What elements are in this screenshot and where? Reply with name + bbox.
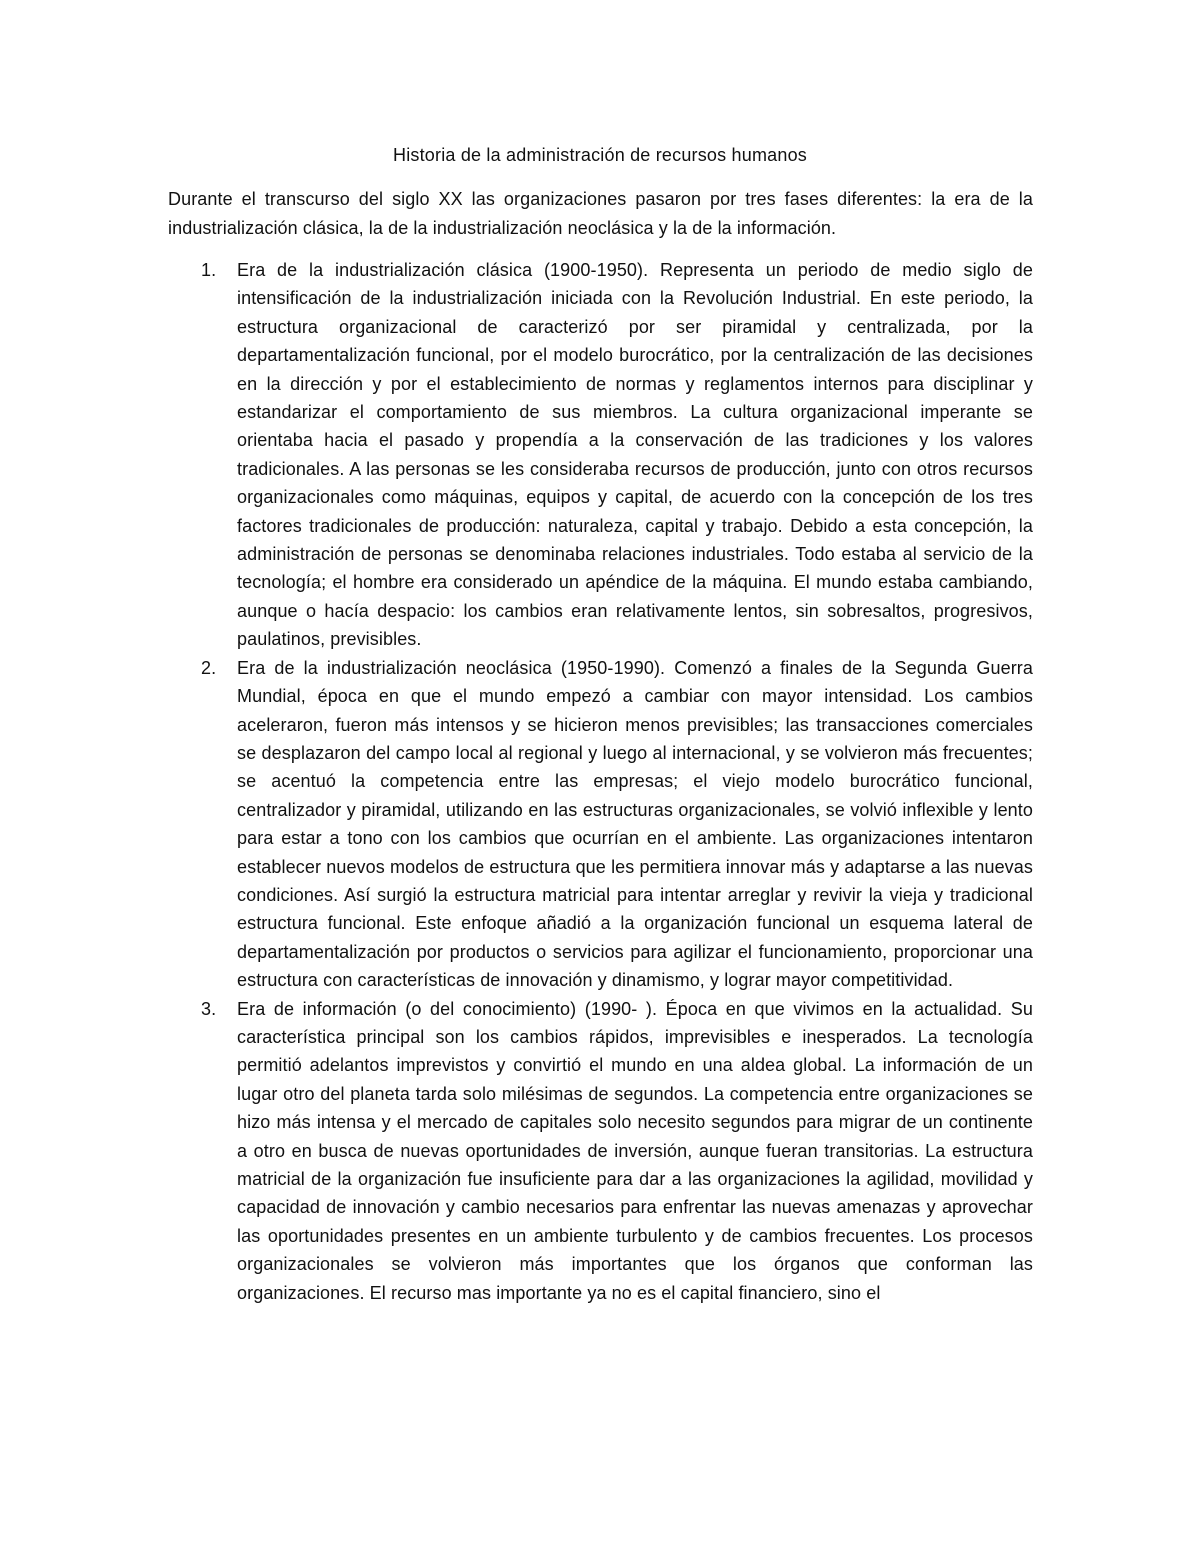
- list-item-era-2: [168, 654, 1033, 995]
- list-item-text: Era de la industrialización clásica (1900-1950). Representa un periodo de medio siglo de intensificación de la industrialización iniciada con la Revolución Industrial. En este periodo, la estructura organizacional de caracterizó por ser piramidal y centralizada, por la departamentalización funcional, por el modelo burocrático, por la centralización de las decisiones en la dirección y por el establecimiento de normas y reglamentos internos para disciplinar y estandarizar el comportamiento de sus miembros. La cultura organizacional imperante se orientaba hacia el pasado y propendía a la conservación de las tradiciones y los valores tradicionales. A las personas se les consideraba recursos de producción, junto con otros recursos organizacionales como máquinas, equipos y capital, de acuerdo con la concepción de los tres factores tradicionales de producción: naturaleza, capital y trabajo. Debido a esta concepción, la administración de personas se denominaba relaciones industriales. Todo estaba al servicio de la tecnología; el hombre era considerado un apéndice de la máquina. El mundo estaba cambiando, aunque o hacía despacio: los cambios eran relativamente lentos, sin sobresaltos, progresivos, paulatinos, previsibles.: [237, 260, 1033, 650]
- list-item-era-1: [168, 256, 1033, 654]
- list-item-era-3: [168, 995, 1033, 1307]
- list-item-number: 1.: [201, 260, 217, 280]
- list-item-number: 2.: [201, 657, 217, 678]
- intro-paragraph: Durante el transcurso del siglo XX las organizaciones pasaron por tres fases diferentes: la era de la industrialización clásica, la de la industrialización neoclásica y la de la información.: [168, 189, 1033, 238]
- list-item-text: Era de la industrialización neoclásica (1950-1990). Comenzó a finales de la Segunda Guerra Mundial, época en que el mundo empezó a cambiar con mayor intensidad. Los cambios aceleraron, fueron más intensos y se hicieron menos previsibles; las transacciones comerciales se desplazaron del campo local al regional y luego al internacional, y se volvieron más frecuentes; se acentuó la competencia entre las empresas; el viejo modelo burocrático funcional, centralizador y piramidal, utilizando en las estructuras organizacionales, se volvió inflexible y lento para estar a tono con los cambios que ocurrían en el ambiente. Las organizaciones intentaron establecer nuevos modelos de estructura que les permitiera innovar más y adaptarse a las nuevas condiciones. Así surgió la estructura matricial para intentar arreglar y revivir la vieja y tradicional estructura funcional. Este enfoque añadió a la organización funcional un esquema lateral de departamentalización por productos o servicios para agilizar el funcionamiento, proporcionar una estructura con características de innovación y dinamismo, y lograr mayor competitividad.: [237, 657, 1033, 991]
- list-item-number: 3.: [201, 998, 217, 1019]
- list-item-text: Era de información (o del conocimiento) (1990- ). Época en que vivimos en la actualidad. Su característica principal son los cambios rápidos, imprevisibles e inesperados. La tecnología permitió adelantos imprevistos y convirtió el mundo en una aldea global. La información de un lugar otro del planeta tarda solo milésimas de segundos. La competencia entre organizaciones se hizo más intensa y el mercado de capitales solo necesito segundos para migrar de un continente a otro en busca de nuevas oportunidades de inversión, aunque fueran transitorias. La estructura matricial de la organización fue insuficiente para dar a las organizaciones la agilidad, movilidad y capacidad de innovación y cambio necesarios para enfrentar las nuevas amenazas y aprovechar las oportunidades presentes en un ambiente turbulento y de cambios frecuentes. Los procesos organizacionales se volvieron más importantes que los órganos que conforman las organizaciones. El recurso mas importante ya no es el capital financiero, sino el: [237, 998, 1033, 1303]
- eras-list: [168, 256, 1033, 1307]
- document-title: Historia de la administración de recursos humanos: [393, 145, 807, 165]
